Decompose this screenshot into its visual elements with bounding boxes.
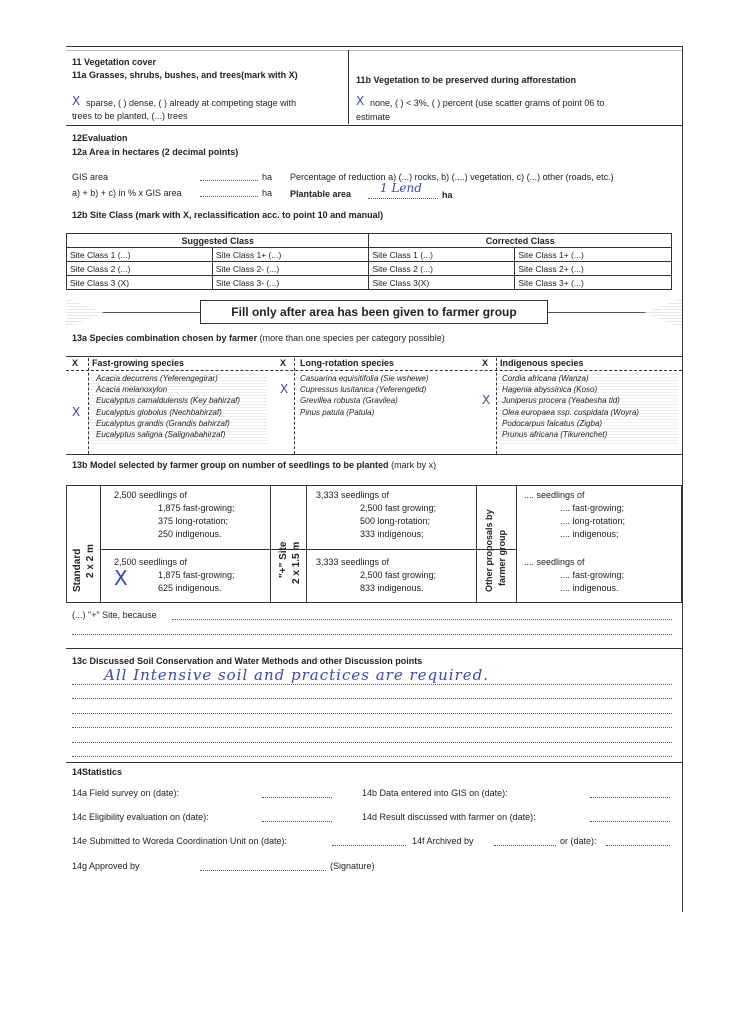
top-border-inner [66,50,682,51]
site-class-cell[interactable]: Site Class 3+ (...) [515,276,672,290]
s11b-title: 11b Vegetation to be preserved during afforestation [356,75,577,85]
species-item: Pinus patula (Patula) [300,407,375,417]
model-line: 3,333 seedlings of [316,557,390,567]
plus-reason-field-2[interactable] [72,634,672,635]
model-col-line [270,485,271,603]
abc-label: a) + b) + c) in % x GIS area [72,188,182,198]
x-header-3: X [482,358,489,368]
s13b-title: 13b Model selected by farmer group on number of seedlings to be planted [72,460,389,470]
fast-mark-column [72,373,80,440]
s11b-line1: none, ( ) < 3%, ( ) percent (use scatter grams of point 06 to [370,98,605,108]
long-mark-column [280,373,288,418]
banner: Fill only after area has been given to farmer group [200,300,548,324]
plus-reason-field[interactable] [172,619,672,620]
reduction-text: Percentage of reduction a) (...) rocks, b) (....) vegetation, c) (...) other (roads, etc.) [290,172,614,182]
model-line: 3,333 seedlings of [316,490,390,500]
model-line: .... indigenous. [560,583,619,593]
species-item: Eucalyptus camaldulensis (Key bahirzaf) [96,396,241,406]
other-proposal-a[interactable] [524,489,625,541]
model-mark: X [114,566,128,590]
model-col-line [476,485,477,603]
species-col-line [496,358,497,454]
site-class-cell[interactable]: Site Class 2+ (...) [515,262,672,276]
discussion-line[interactable] [72,698,672,699]
s13b-bottom [66,648,682,649]
s14d-field[interactable] [590,821,670,822]
site-class-cell[interactable]: Site Class 1 (...) [369,248,515,262]
model-line: 2,500 fast growing; [360,503,437,513]
site-class-cell[interactable]: Site Class 3(X) [369,276,515,290]
site-class-cell[interactable]: Site Class 3- (...) [212,276,369,290]
model-line: .... fast-growing; [560,503,625,513]
species-mark: X [72,404,81,419]
species-mark [482,429,490,440]
gis-unit: ha [262,172,273,182]
species-item: Eucalyptus saligna (Salignabahirzaf) [96,430,226,440]
model-line: .... seedlings of [524,490,585,500]
site-class-cell[interactable]: Site Class 2 (...) [67,262,213,276]
model-line: 250 indigenous. [158,529,222,539]
species-item: Olea europaea ssp. cuspidata (Woyra) [502,407,639,417]
s12a-title: 12a Area in hectares (2 decimal points) [72,147,239,157]
s11-divider [348,50,349,124]
table-row [67,248,672,262]
model-line: 1,875 fast-growing; [158,503,235,513]
plus-reason-label: (...) "+" Site, because [72,610,157,620]
s14b-field[interactable] [590,797,670,798]
indig-mark-column [482,373,490,440]
signature-label: (Signature) [330,861,375,871]
species-mark: X [482,393,491,408]
species-item: Grevillea robusta (Gravilea) [300,396,398,406]
s14a-label: 14a Field survey on (date): [72,788,180,798]
species-mark [72,429,80,440]
plantable-unit: ha [442,190,453,200]
suggested-header: Suggested Class [67,234,369,248]
corrected-header: Corrected Class [369,234,672,248]
discussion-line[interactable] [72,742,672,743]
s11b-mark: X [356,94,365,108]
gis-field[interactable] [200,180,258,181]
s11-bottom [66,125,682,126]
s14g-label: 14g Approved by [72,861,140,871]
s14a-field[interactable] [262,797,332,798]
species-header-line [66,370,682,371]
plus-label: "+" Site [278,541,289,578]
s14e-field[interactable] [332,845,406,846]
species-item: Eucalyptus globolus (Nechbahirzaf) [96,407,222,417]
site-class-cell[interactable]: Site Class 1 (...) [67,248,213,262]
other-label: Other proposals by [484,509,494,592]
plantable-label: Plantable area [290,189,352,199]
species-top [66,356,682,357]
long-header: Long-rotation species [300,358,395,368]
species-bottom [66,454,682,455]
model-line: .... indigenous; [560,529,619,539]
model-line: 2,500 fast growing; [360,570,437,580]
model-plus-b[interactable] [316,556,436,595]
site-class-cell[interactable]: Site Class 3 (X) [67,276,213,290]
long-species-list [300,373,429,418]
table-row [67,262,672,276]
s11a-line1: sparse, ( ) dense, ( ) already at competing stage with [86,98,297,108]
model-plus-a[interactable] [316,489,436,541]
model-line: .... long-rotation; [560,516,626,526]
top-border [66,46,682,47]
s12-title: 12Evaluation [72,133,128,143]
s13b-note: (mark by x) [391,460,437,470]
model-line: 833 indigenous. [360,583,424,593]
model-row-line [100,549,516,550]
site-class-cell[interactable]: Site Class 2- (...) [212,262,369,276]
right-border [682,46,683,912]
model-standard-a[interactable] [114,489,235,541]
species-col-line [88,358,89,454]
s14g-field[interactable] [200,870,326,871]
model-col-line [100,485,101,603]
site-class-cell[interactable]: Site Class 2 (...) [369,262,515,276]
fast-header: Fast-growing species [92,358,185,368]
table-row [67,276,672,290]
s13c-title: 13c Discussed Soil Conservation and Water Methods and other Discussion points [72,656,423,666]
std-label: Standard [72,548,83,592]
gis-label: GIS area [72,172,109,182]
s14e-label: 14e Submitted to Woreda Coordination Unit on (date): [72,836,287,846]
site-class-cell[interactable]: Site Class 1+ (...) [212,248,369,262]
species-item: Casuarina equisitifolia (Sie wshewe) [300,374,429,383]
indig-header: Indigenous species [500,358,584,368]
s11a-title: 11a Grasses, shrubs, bushes, and trees(mark with X) [72,70,298,80]
s11b-line2: estimate [356,112,391,122]
s14f-label: 14f Archived by [412,836,474,846]
s13c-bottom [66,762,682,763]
model-line: 2,500 seedlings of [114,490,188,500]
site-class-table [66,233,672,290]
discussion-line[interactable] [72,684,672,685]
s14c-field[interactable] [262,821,332,822]
other-label-2: farmer group [497,529,507,586]
s14-title: 14Statistics [72,767,123,777]
s14f-field[interactable] [494,845,556,846]
species-item: Eucalyptus grandis (Grandis bahirzaf) [96,418,230,428]
model-standard-b[interactable] [114,556,235,595]
other-proposal-b[interactable] [524,556,624,595]
fast-species-list [96,373,240,440]
model-col-line [516,485,517,603]
species-item: Cordia africana (Wanza) [502,374,589,383]
species-item: Acacia decurrens (Yeferengegirar) [96,374,218,383]
discussion-line[interactable] [72,713,672,714]
model-line: 333 indigenous; [360,529,424,539]
abc-field[interactable] [200,196,258,197]
species-item: Hagenia abyssinica (Koso) [502,385,598,395]
species-col-line [294,358,295,454]
site-class-cell[interactable]: Site Class 1+ (...) [515,248,672,262]
model-col-line [306,485,307,603]
model-line: 375 long-rotation; [158,516,229,526]
s14d-label: 14d Result discussed with farmer on (date): [362,812,536,822]
species-item: Juniperus procera (Yeabesha tid) [502,396,620,406]
plus-dim: 2 x 1.5 m [291,541,302,584]
s14c-label: 14c Eligibility evaluation on (date): [72,812,209,822]
species-item: Podocarpus falcatus (Zigba) [502,418,603,428]
banner-arrow-right [644,298,682,328]
species-mark: X [280,382,289,397]
model-line: 500 long-rotation; [360,516,431,526]
model-line: 2,500 seedlings of [114,557,188,567]
s14f-date-field[interactable] [606,845,670,846]
species-mark [280,407,288,418]
std-dim: 2 x 2 m [85,544,96,578]
model-line: .... seedlings of [524,557,585,567]
banner-arrow-left [66,298,104,328]
species-item: Cupressus lusitanica (Yeferengetid) [300,385,427,395]
model-line: 625 indigenous. [158,583,222,593]
s14b-label: 14b Data entered into GIS on (date): [362,788,508,798]
s11a-line2: trees to be planted, (...) trees [72,111,188,121]
species-item: Acacia melanoxylon [96,385,168,395]
s13c-handwriting: All Intensive soil and practices are required. [104,666,489,684]
s14f-or: or (date): [560,836,597,846]
discussion-line[interactable] [72,727,672,728]
x-header-2: X [280,358,287,368]
abc-unit: ha [262,188,273,198]
model-line: 1,875 fast-growing; [158,570,235,580]
s13a-note: (more than one species per category possible) [259,333,445,343]
s13a-title: 13a Species combination chosen by farmer [72,333,258,343]
plantable-value: 1 Lend [380,181,422,195]
model-line: .... fast-growing; [560,570,625,580]
s12b-title: 12b Site Class (mark with X, reclassification acc. to point 10 and manual) [72,210,384,220]
species-item: Prunus africana (Tikurenchet) [502,430,608,440]
s11-title: 11 Vegetation cover [72,57,157,67]
plantable-field[interactable] [368,198,438,199]
x-header-1: X [72,358,79,368]
s11a-mark: X [72,94,81,108]
indig-species-list [502,373,639,440]
discussion-line[interactable] [72,756,672,757]
